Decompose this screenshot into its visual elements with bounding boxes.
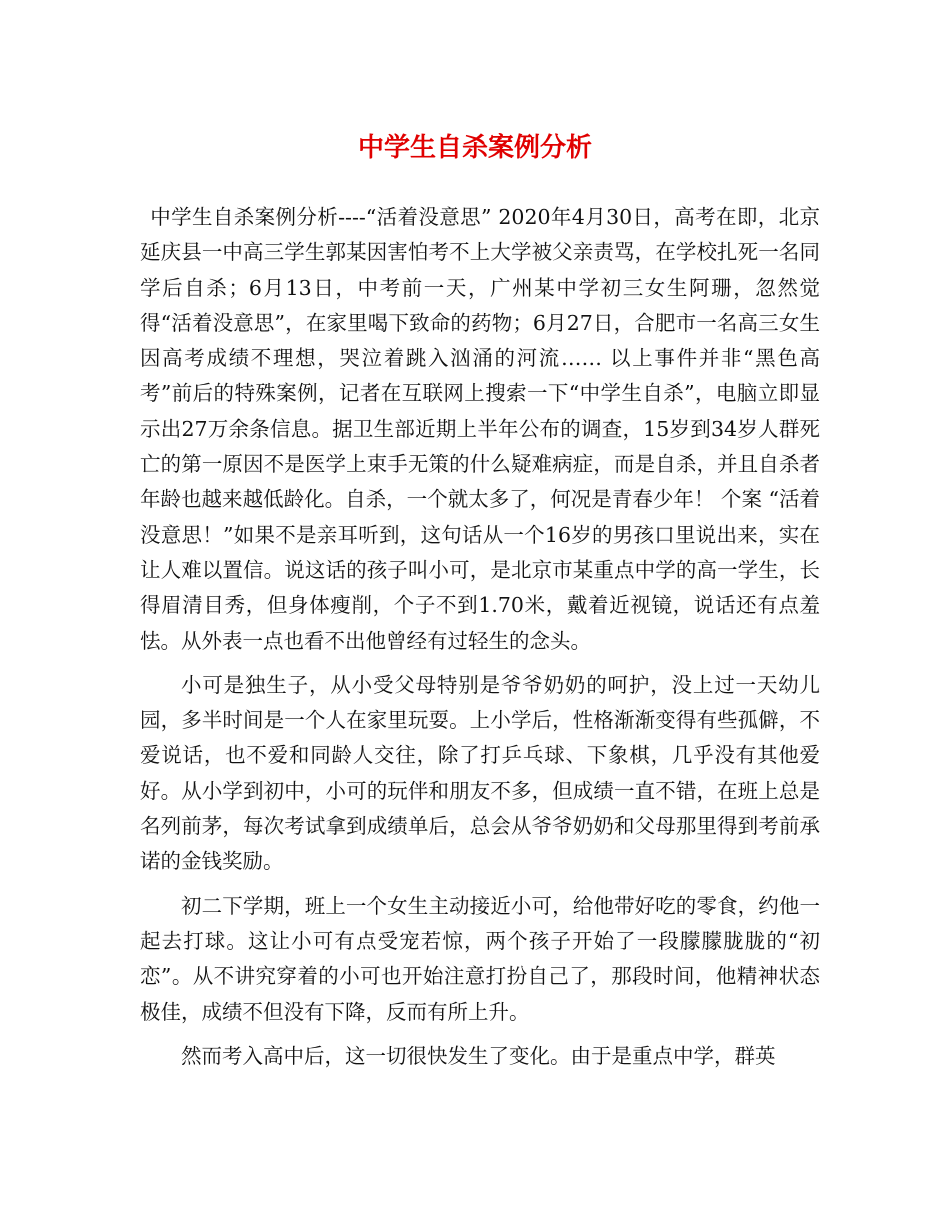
paragraph-2: 小可是独生子，从小受父母特别是爷爷奶奶的呵护，没上过一天幼儿园，多半时间是一个人在家里玩耍。上小学后，性格渐渐变得有些孤僻，不爱说话，也不爱和同龄人交往，除了打乒乓球、下象棋，几乎没有其他爱好。从小学到初中，小可的玩伴和朋友不多，但成绩一直不错，在班上总是名列前茅，每次考试拿到成绩单后，总会从爷爷奶奶和父母那里得到考前承诺的金钱奖励。: [140, 672, 820, 874]
document-body: [140, 200, 820, 1074]
paragraph-4: 然而考入高中后，这一切很快发生了变化。由于是重点中学，群英: [181, 1043, 776, 1068]
document-title: 中学生自杀案例分析: [357, 133, 592, 163]
paragraph-3: 初二下学期，班上一个女生主动接近小可，给他带好吃的零食，约他一起去打球。这让小可有点受宠若惊，两个孩子开始了一段朦朦胧胧的“初恋”。从不讲究穿着的小可也开始注意打扮自己了，那段时间，他精神状态极佳，成绩不但没有下降，反而有所上升。: [140, 893, 820, 1024]
paragraph-1: 中学生自杀案例分析----“活着没意思” 2020年4月30日，高考在即，北京延庆县一中高三学生郭某因害怕考不上大学被父亲责骂，在学校扎死一名同学后自杀；6月13日，中考前一天，广州某中学初三女生阿珊，忽然觉得“活着没意思”，在家里喝下致命的药物；6月27日，合肥市一名高三女生因高考成绩不理想，哭泣着跳入汹涌的河流…… 以上事件并非“黑色高考”前后的特殊案例，记者在互联网上搜索一下“中学生自杀”，电脑立即显示出27万余条信息。据卫生部近期上半年公布的调查，15岁到34岁人群死亡的第一原因不是医学上束手无策的什么疑难病症，而是自杀，并且自杀者年龄也越来越低龄化。自杀，一个就太多了，何况是青春少年！ 个案 “活着没意思！”如果不是亲耳听到，这句话从一个16岁的男孩口里说出来，实在让人难以置信。说这话的孩子叫小可，是北京市某重点中学的高一学生，长得眉清目秀，但身体瘦削，个子不到1.70米，戴着近视镜，说话还有点羞怯。从外表一点也看不出他曾经有过轻生的念头。: [140, 205, 820, 653]
